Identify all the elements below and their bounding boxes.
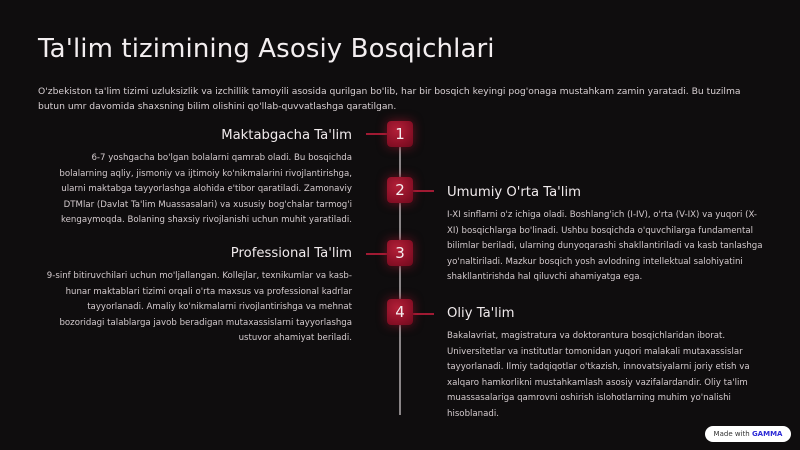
stage-1-marker: 1 [387,121,413,147]
stage-2-marker: 2 [387,177,413,203]
stage-4-marker: 4 [387,299,413,325]
badge-prefix: Made with [713,430,750,438]
stage-3-marker: 3 [387,240,413,266]
slide-title: Ta'lim tizimining Asosiy Bosqichlari [38,34,495,64]
stage-2-description: I-XI sinflarni o'z ichiga oladi. Boshlang'ich (I-IV), o'rta (V-IX) va yuqori (X-XI) bosqichlarga bo'linadi. Ushbu bosqichda o'quvchilarga fundamental bilimlar beriladi, ularning dunyoqarashi shakllantiriladi va kasb tanlashga yo'naltiriladi. Mazkur bosqich yosh avlodning intellektual salohiyatini shakllantirishda hal qiluvchi ahamiyatga ega. [447,210,763,283]
gamma-logo-text: GAMMA [751,430,783,438]
intro-paragraph: O'zbekiston ta'lim tizimi uzluksizlik va izchillik tamoyili asosida qurilgan bo'lib, har bir bosqich keyingi pog'onaga mustahkam zamin yaratadi. Bu tuzilma butun umr davomida shaxsning bilim olishini qo'llab-quvvatlashga qaratilgan. [38,86,741,112]
stage-2-title: Umumiy O'rta Ta'lim [447,185,581,200]
stage-3-title: Professional Ta'lim [230,246,352,261]
stage-3-description: 9-sinf bitiruvchilari uchun mo'ljallangan. Kollejlar, texnikumlar va kasb-hunar maktablari tizimi orqali o'rta maxsus va professional kadrlar tayyorlanadi. Amaliy ko'nikmalarni rivojlantirishga va mehnat bozoridagi talablarga javob beradigan mutaxassislarni tayyorlashga ustuvor ahamiyat beriladi. [46,271,352,344]
made-with-badge[interactable] [705,426,791,442]
stage-4-description: Bakalavriat, magistratura va doktorantura bosqichlaridan iborat. Universitetlar va institutlar tomonidan yuqori malakali mutaxassislar tayyorlanadi. Ilmiy tadqiqotlar o'tkazish, innovatsiyalarni joriy etish va xalqaro hamkorlikni mustahkamlash asosiy vazifalardandir. Oliy ta'lim muassasalariga qamrovni oshirish islohotlarning muhim yo'nalishi hisoblanadi. [447,331,750,419]
stage-4-title: Oliy Ta'lim [447,306,515,321]
stage-1-description: 6-7 yoshgacha bo'lgan bolalarni qamrab oladi. Bu bosqichda bolalarning aqliy, jismoniy va ijtimoiy ko'nikmalarini rivojlantirishga, ularni maktabga tayyorlashga alohida e'tibor qaratiladi. Zamonaviy DTMlar (Davlat Ta'lim Muassasalari) va xususiy bog'chalar tarmog'i kengaymoqda. Bolaning shaxsiy rivojlanishi uchun muhit yaratiladi. [59,153,352,226]
stage-1-title: Maktabgacha Ta'lim [221,128,352,143]
timeline-axis [399,128,401,415]
